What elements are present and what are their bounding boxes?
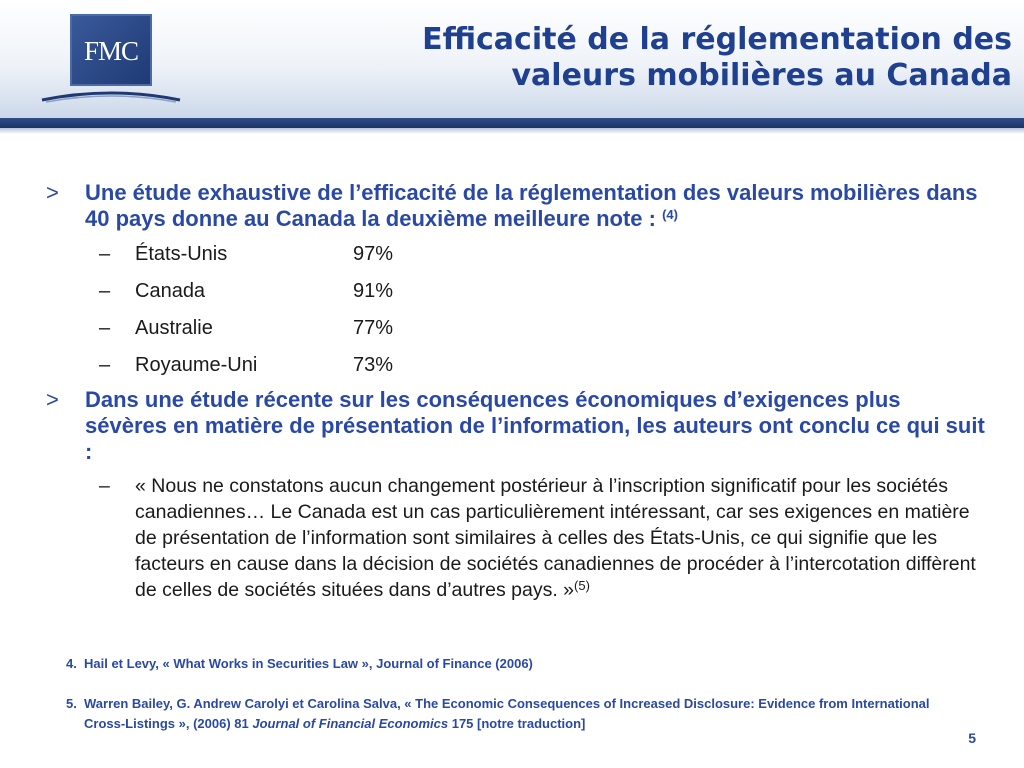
country-score: 77% (353, 317, 394, 339)
dash-marker: – (99, 354, 111, 376)
journal-title: Journal of Financial Economics (252, 716, 449, 731)
quote-item (46, 473, 986, 603)
dash-marker: – (99, 280, 111, 302)
bullet-marker: > (46, 180, 59, 205)
country-name: Australie (135, 317, 213, 339)
score-list (46, 236, 986, 384)
footnote-number: 4. (66, 656, 77, 671)
bullet-marker: > (46, 387, 59, 412)
header-shadow (0, 128, 1024, 134)
footnote-number: 5. (66, 696, 77, 711)
footnote-text: Hail et Levy, « What Works in Securities Law », Journal of Finance (2006) (84, 656, 533, 671)
bullet-2-text: Dans une étude récente sur les conséquences économiques d’exigences plus sévères en matière de présentation de l’information, les auteurs ont conclu ce qui suit : (85, 387, 985, 464)
fmc-logo (40, 14, 182, 104)
page-number: 5 (968, 730, 976, 746)
title-line-1: Efficacité de la réglementation des (422, 22, 1012, 57)
country-score: 97% (353, 243, 394, 265)
dash-marker: – (99, 317, 111, 339)
footnote-text-end: 175 [notre traduction] (448, 716, 586, 731)
country-score: 91% (353, 280, 394, 302)
country-name: États-Unis (135, 243, 228, 265)
footnote-4 (66, 654, 966, 674)
footnotes (66, 654, 966, 734)
dash-marker: – (99, 475, 110, 497)
quote-ref: (5) (574, 578, 590, 593)
dash-marker: – (99, 243, 111, 265)
header-divider (0, 118, 1024, 128)
bullet-1-ref: (4) (662, 207, 678, 222)
slide-title (312, 22, 1012, 94)
bullet-1-text: Une étude exhaustive de l’efficacité de la réglementation des valeurs mobilières dans 40 pays donne au Canada la deuxième meilleure note : (85, 180, 978, 231)
list-item (46, 236, 986, 273)
list-item (46, 347, 986, 384)
footnote-text: Warren Bailey, G. Andrew Carolyi et Carolina Salva, « The Economic Consequences of Increased Disclosure: Evidence from International Cross-Listings », (2006) 81 (84, 696, 930, 731)
country-score: 73% (353, 354, 394, 376)
logo-text: FMC (83, 36, 139, 66)
list-item (46, 273, 986, 310)
footnote-5 (66, 694, 966, 734)
title-line-2: valeurs mobilières au Canada (511, 58, 1012, 93)
bullet-2 (46, 387, 986, 465)
quote-text: « Nous ne constatons aucun changement postérieur à l’inscription significatif pour les sociétés canadiennes… Le Canada est un cas particulièrement intéressant, car ses exigences en matière de présentation de l’information sont similaires à celles des États-Unis, ce qui signifie que les facteurs en cause dans la décision de sociétés canadiennes de procéder à l’intercotation diffèrent de celles de sociétés situées dans d’autres pays. » (135, 475, 976, 601)
country-name: Royaume-Uni (135, 354, 258, 376)
logo-swoosh-icon (40, 80, 182, 104)
slide-content (46, 180, 986, 603)
country-name: Canada (135, 280, 206, 302)
list-item (46, 310, 986, 347)
bullet-1 (46, 180, 986, 232)
